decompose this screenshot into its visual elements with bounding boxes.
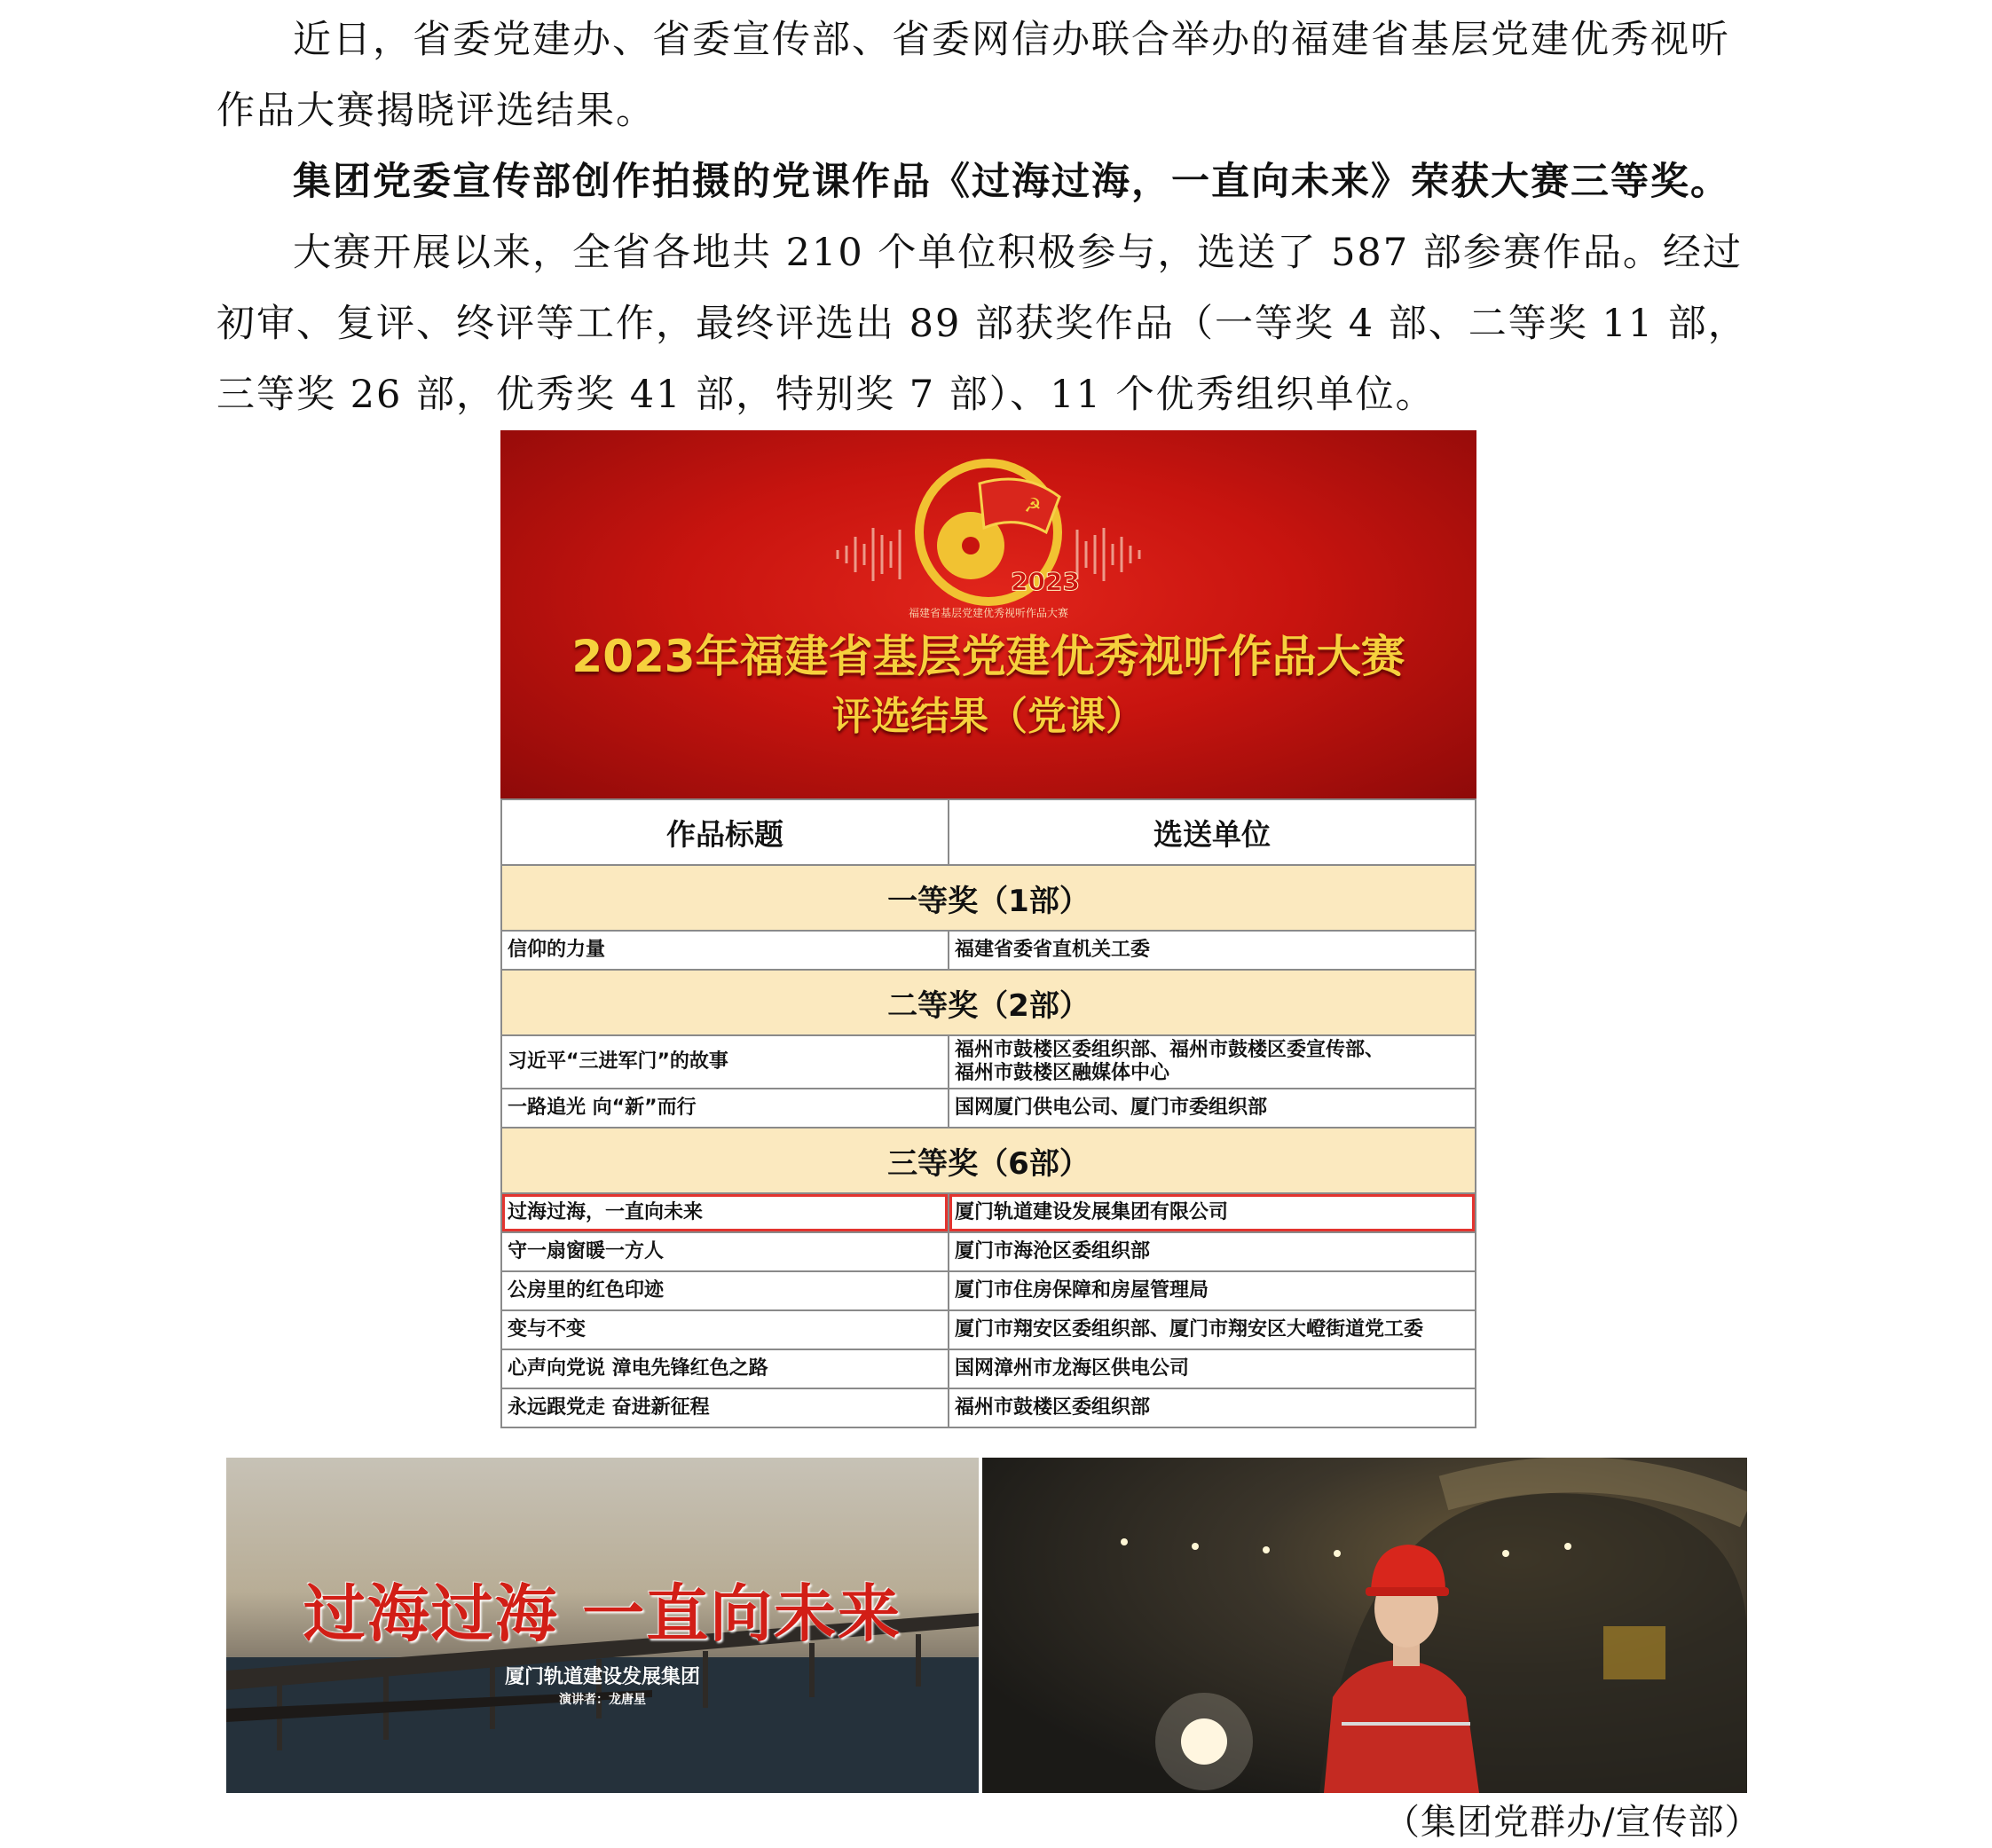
video-company-text: 厦门轨道建设发展集团 — [504, 1666, 700, 1688]
entry-unit: 厦门市海沧区委组织部 — [949, 1232, 1476, 1271]
entry-unit-line: 福州市鼓楼区融媒体中心 — [955, 1062, 1170, 1084]
banner-title: 2023年福建省基层党建优秀视听作品大赛 — [571, 631, 1405, 682]
table-row — [501, 931, 1476, 970]
entry-title: 心声向党说 漳电先锋红色之路 — [501, 1349, 949, 1388]
entry-title: 守一扇窗暖一方人 — [501, 1232, 949, 1271]
source-caption: （集团党群办/宣传部） — [1384, 1802, 1761, 1843]
table-row — [501, 1089, 1476, 1128]
entry-unit-line: 福州市鼓楼区委组织部、福州市鼓楼区委宣传部、 — [955, 1039, 1385, 1061]
prize-row-third — [501, 1128, 1476, 1193]
prize-label-third: 三等奖（6部） — [501, 1128, 1476, 1193]
entry-title: 公房里的红色印迹 — [501, 1271, 949, 1310]
photo-bridge-title-card — [226, 1458, 979, 1793]
entry-title: 信仰的力量 — [501, 931, 949, 970]
entry-unit: 福州市鼓楼区委组织部 — [949, 1388, 1476, 1427]
table-row — [501, 1388, 1476, 1427]
video-speaker-text: 演讲者：龙唐星 — [559, 1693, 646, 1707]
paragraph-award: 集团党委宣传部创作拍摄的党课作品《过海过海，一直向未来》荣获大赛三等奖。 — [293, 160, 1730, 204]
logo-year: 2023 — [1011, 567, 1080, 596]
prize-label-second: 二等奖（2部） — [501, 970, 1476, 1035]
prize-row-second — [501, 970, 1476, 1035]
banner-subtitle: 评选结果（党课） — [832, 694, 1145, 739]
paragraph-stats: 大赛开展以来，全省各地共 210 个单位积极参与，选送了 587 部参赛作品。经过初审、复评、终评等工作，最终评选出 89 部获奖作品（一等奖 4 部、二等奖 11 部，三等奖 26 部，优秀奖 41 部，特别奖 7 部）、11 个优秀组织单位。 — [217, 231, 1748, 417]
prize-label-first: 一等奖（1部） — [501, 865, 1476, 931]
entry-unit — [949, 1035, 1476, 1089]
video-title-text: 过海过海 一直向未来 — [303, 1577, 902, 1650]
table-row — [501, 1035, 1476, 1089]
contest-logo — [838, 448, 1139, 625]
logo-ring-text: 福建省基层党建优秀视听作品大赛 — [908, 607, 1069, 619]
table-row-highlighted — [501, 1193, 1476, 1232]
entry-title: 一路追光 向“新”而行 — [501, 1089, 949, 1128]
table-header-row — [501, 799, 1476, 865]
photo-tunnel-speaker — [982, 1458, 1747, 1793]
entry-unit: 福建省委省直机关工委 — [949, 931, 1476, 970]
column-header-unit: 选送单位 — [949, 799, 1476, 865]
entry-unit: 厦门市住房保障和房屋管理局 — [949, 1271, 1476, 1310]
entry-unit: 国网漳州市龙海区供电公司 — [949, 1349, 1476, 1388]
column-header-title: 作品标题 — [501, 799, 949, 865]
results-image — [500, 430, 1476, 1442]
entry-unit: 厦门市翔安区委组织部、厦门市翔安区大嶝街道党工委 — [949, 1310, 1476, 1349]
party-emblem-icon: ☭ — [1024, 495, 1042, 517]
entry-title: 永远跟党走 奋进新征程 — [501, 1388, 949, 1427]
table-row — [501, 1310, 1476, 1349]
entry-title: 变与不变 — [501, 1310, 949, 1349]
entry-unit: 国网厦门供电公司、厦门市委组织部 — [949, 1089, 1476, 1128]
table-row — [501, 1232, 1476, 1271]
entry-title: 习近平“三进军门”的故事 — [501, 1035, 949, 1089]
table-row — [501, 1271, 1476, 1310]
entry-unit: 厦门轨道建设发展集团有限公司 — [949, 1193, 1476, 1232]
paragraph-intro: 近日，省委党建办、省委宣传部、省委网信办联合举办的福建省基层党建优秀视听作品大赛揭晓评选结果。 — [217, 18, 1730, 133]
entry-title: 过海过海，一直向未来 — [501, 1193, 949, 1232]
results-banner — [500, 430, 1476, 798]
tunnel-scene — [982, 1458, 1747, 1793]
table-row — [501, 1349, 1476, 1388]
prize-row-first — [501, 865, 1476, 931]
results-table — [500, 798, 1476, 1428]
